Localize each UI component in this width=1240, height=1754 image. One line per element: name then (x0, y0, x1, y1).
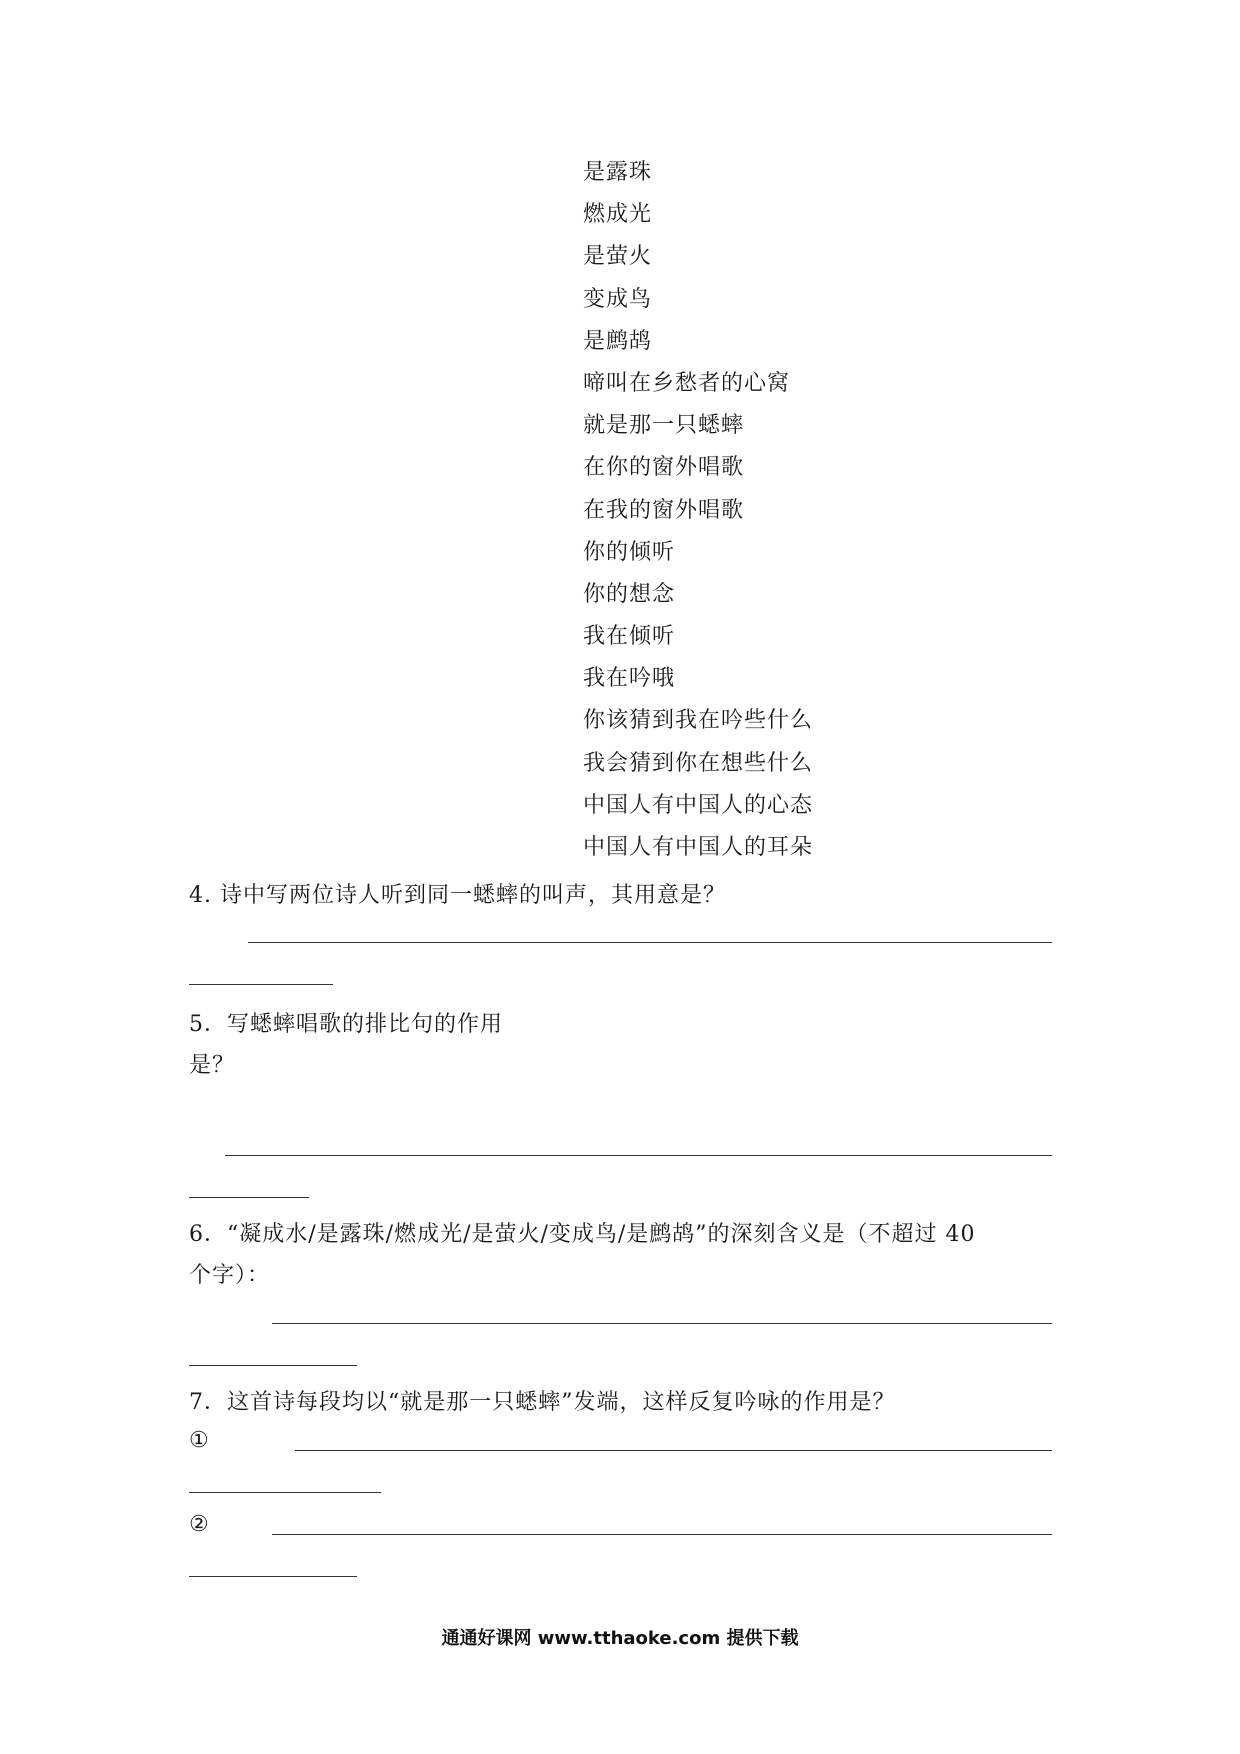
poem-line: 就是那一只蟋蟀 (583, 413, 745, 439)
poem-line: 是露珠 (583, 160, 653, 185)
footer-credit: 通通好课网 www.tthaoke.com 提供下载 (441, 1628, 799, 1649)
answer-line-q7-2[interactable] (272, 1534, 1052, 1535)
answer-line-q4-cont[interactable] (189, 984, 333, 985)
poem-line: 变成鸟 (583, 286, 653, 312)
poem-line: 你的倾听 (583, 539, 676, 565)
poem-line: 中国人有中国人的耳朵 (583, 835, 814, 860)
poem-line: 是萤火 (583, 244, 653, 270)
answer-marker-2: ② (189, 1512, 210, 1537)
poem-block (583, 152, 813, 869)
answer-line-q5-cont[interactable] (189, 1197, 309, 1198)
question-7: 7．这首诗每段均以“就是那一只蟋蟀”发端，这样反复吟咏的作用是？ (189, 1390, 896, 1415)
answer-line-q4[interactable] (248, 942, 1052, 943)
poem-line: 我会猜到你在想些什么 (583, 750, 814, 776)
answer-line-q6-cont[interactable] (189, 1365, 357, 1366)
question-5-cont: 是？ (189, 1053, 236, 1078)
question-5: 5．写蟋蟀唱歌的排比句的作用 (189, 1012, 503, 1037)
answer-line-q7-2-cont[interactable] (189, 1576, 357, 1577)
question-6: 6．“凝成水/是露珠/燃成光/是萤火/变成鸟/是鹧鸪”的深刻含义是（不超过 40 (189, 1222, 976, 1247)
question-4: 4. 诗中写两位诗人听到同一蟋蟀的叫声，其用意是？ (189, 883, 726, 908)
answer-line-q6[interactable] (272, 1323, 1052, 1324)
poem-line: 你的想念 (583, 581, 676, 607)
poem-line: 中国人有中国人的心态 (583, 792, 814, 818)
answer-line-q7-1-cont[interactable] (189, 1492, 381, 1493)
poem-line: 你该猜到我在吟些什么 (583, 708, 814, 734)
poem-line: 是鹧鸪 (583, 328, 653, 354)
poem-line: 我在倾听 (583, 624, 676, 650)
answer-line-q7-1[interactable] (295, 1450, 1052, 1451)
poem-line: 燃成光 (583, 202, 653, 228)
poem-line: 在我的窗外唱歌 (583, 497, 745, 523)
poem-line: 啼叫在乡愁者的心窝 (583, 370, 791, 396)
answer-marker-1: ① (189, 1428, 210, 1453)
poem-line: 在你的窗外唱歌 (583, 455, 745, 481)
question-6-cont: 个字）： (189, 1263, 271, 1288)
poem-line: 我在吟哦 (583, 666, 676, 692)
answer-line-q5[interactable] (225, 1155, 1052, 1156)
